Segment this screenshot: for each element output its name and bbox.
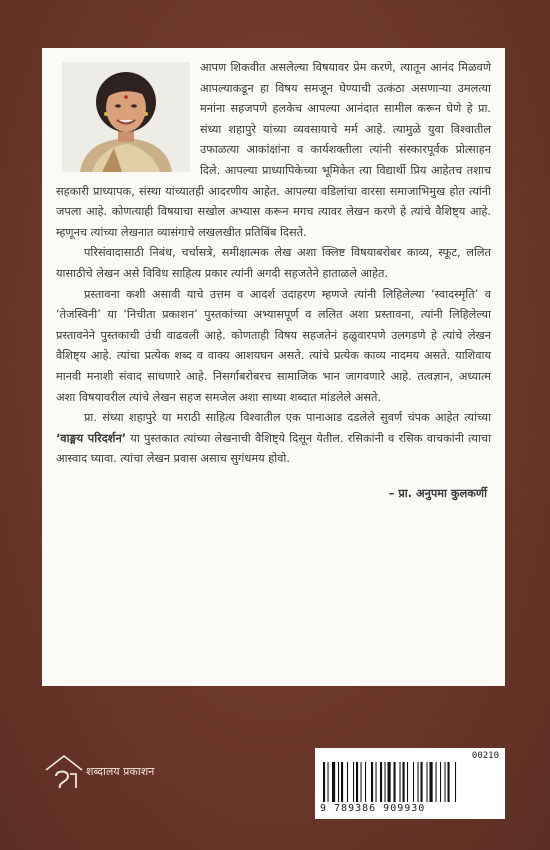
intro-paragraph: आपण शिकवीत असलेल्या विषयावर प्रेम करणे, त्यातून आनंद मिळवणे आपल्याकडून हा विषय समजून घेण्याची उत्कंठा असणाऱ्या उमलत्या मनांना सहजपणे हलकेच आपल्या आनंदात सामील करून घेणे हे प्रा. संध्या शहापुरे यांच्या व्यवसायाचे मर्म आहे. त्यामुळे युवा विश्वातील उफाळत्या आकांक्षांना व कार्यशक्तीला त्यांनी संस्कारपूर्वक प्रोत्साहन दिले. आपल्या प्राध्यापिकेच्या भूमिकेत त्या विद्यार्थी प्रिय आहेतच तशाच सहकारी प्राध्यापक, संस्था यांच्यातही आदरणीय आहेत. आपल्या वडिलांचा वारसा समाजाभिमुख होत त्यांनी जपला आहे. कोणत्याही विषयाचा सखोल अभ्यास करून मगच त्यावर लेखन करणे हे त्यांचे वैशिष्ट्य आहे. म्हणूनच त्यांच्या लेखनात व्यासंगाचे लखलखीत प्रतिबिंब दिसते. bbox=[56, 61, 491, 239]
price-code: 00210 bbox=[471, 751, 499, 761]
author-portrait-image bbox=[62, 62, 190, 172]
genres-paragraph: परिसंवादासाठी निबंध, चर्चासत्रे, समीक्षात्मक लेख अशा क्लिष्ट विषयाबरोबर काव्य, स्फूट, ललित यासाठीचे लेखन असे विविध साहित्य प्रकार त्यांनी अगदी सहजतेने हाताळले आहेत. bbox=[56, 246, 491, 280]
prefaces-paragraph: प्रस्तावना कशी असावी याचे उत्तम व आदर्श उदाहरण म्हणजे त्यांनी लिहिलेल्या ‘स्वादस्मृति’ व ‘तेजस्विनी’ या ‘निचीता प्रकाशन’ पुस्तकांच्या अभ्यासपूर्ण व ललित अशा प्रस्तावना, त्यांनी लिहिलेल्या प्रस्तावनेने पुस्तकाची उंची वाढवली आहे. कोणताही विषय सहजतेनं हळुवारपणे उलगडणे हे त्यांचे लेखन वैशिष्ट्य आहे. त्यांचा प्रत्येक शब्द व वाक्य आशयघन असते. त्यांचे प्रत्येक काव्य नादमय असते. याशिवाय मानवी मनाशी संवाद साधणारे आहे. निसर्गाबरोबरच सामाजिक भान जागवणारे आहे. तत्वज्ञान, अध्यात्म अशा विषयावरील त्यांचे लेखन सहज समजेल अशा साध्या शब्दात मांडलेले असते. bbox=[56, 287, 491, 404]
signature: – प्रा. अनुपमा कुलकर्णी bbox=[388, 486, 487, 500]
barcode-bars bbox=[323, 762, 497, 802]
closing-text-start: प्रा. संध्या शहापुरे या मराठी साहित्य विश्वातील एक पानाआड दडलेले सुवर्ण चंपक आहेत त्यांच्या bbox=[84, 411, 491, 425]
closing-text-end: या पुस्तकात त्यांच्या लेखनाची वैशिष्ट्ये दिसून येतील. रसिकांनी व रसिक वाचकांनी त्याचा आस्वाद घ्यावा. त्यांचा लेखन प्रवास असाच सुगंधमय होवो. bbox=[56, 431, 491, 466]
publisher-house-icon bbox=[42, 752, 88, 792]
book-title: ‘वाङ्मय परिदर्शन’ bbox=[56, 431, 127, 445]
closing-paragraph bbox=[56, 408, 491, 470]
isbn-number: 9 789386 909930 bbox=[320, 803, 426, 814]
publisher-name: शब्दालय प्रकाशन bbox=[86, 765, 155, 778]
author-photo bbox=[62, 62, 190, 172]
publisher-logo bbox=[42, 752, 242, 812]
isbn-barcode bbox=[315, 748, 505, 819]
blurb-panel bbox=[42, 48, 505, 686]
